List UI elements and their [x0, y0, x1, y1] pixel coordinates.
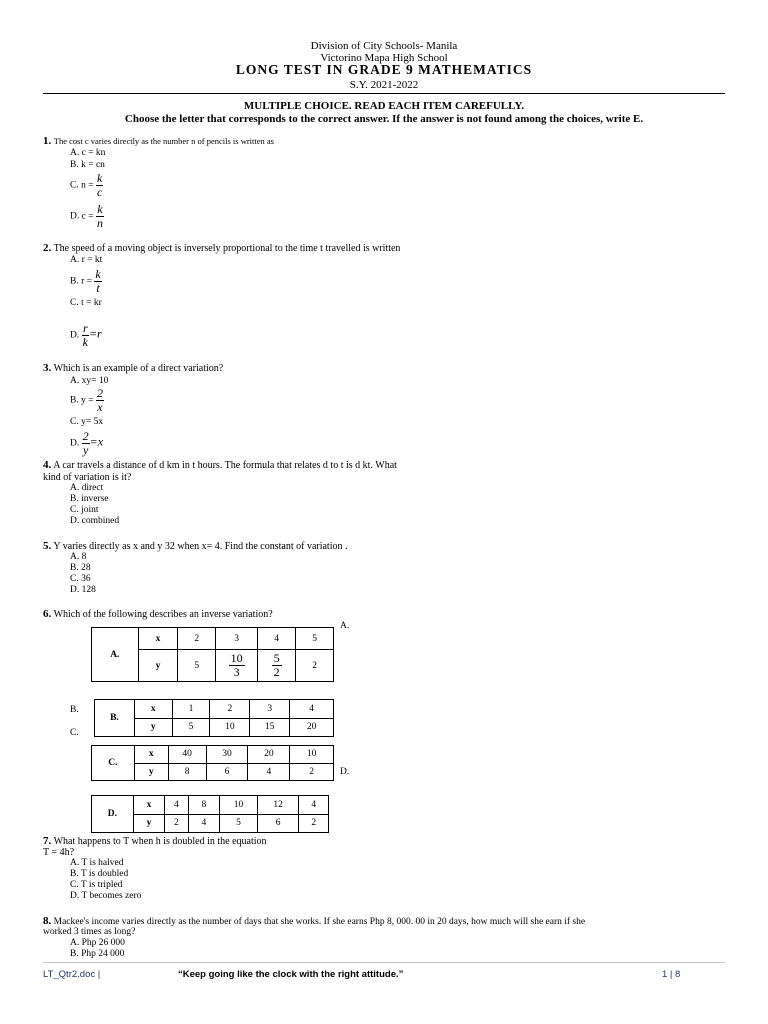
- question-3: [43, 363, 223, 374]
- instructions-line-1: MULTIPLE CHOICE. READ EACH ITEM CAREFULLY.: [243, 100, 525, 112]
- header-divider: [43, 93, 725, 94]
- numerator: k: [97, 202, 103, 216]
- y-value: [216, 650, 258, 682]
- x-value: 4: [258, 628, 296, 650]
- y-value: 10: [210, 718, 250, 737]
- x-value: 3: [250, 700, 290, 719]
- question-number: 7.: [43, 835, 52, 847]
- fraction: [272, 652, 282, 679]
- fraction: [82, 322, 89, 349]
- question-1: [43, 136, 274, 147]
- y-value: 5: [172, 718, 210, 737]
- q7-option-d: D. T becomes zero: [70, 891, 142, 901]
- denominator: 3: [233, 665, 240, 679]
- q5-option-b: B. 28: [70, 563, 91, 573]
- fraction: [82, 430, 90, 457]
- y-value: 8: [168, 763, 206, 781]
- q7-option-c: C. T is tripled: [70, 880, 123, 890]
- test-title: LONG TEST IN GRADE 9 MATHEMATICS: [235, 62, 533, 77]
- equation-suffix: =r: [88, 326, 102, 341]
- equation-suffix: =x: [89, 434, 104, 449]
- footer-divider: [43, 962, 725, 963]
- x-value: 4: [290, 700, 334, 719]
- y-value: 4: [248, 763, 290, 781]
- q6-table-c: [91, 745, 334, 781]
- y-header: y: [134, 718, 172, 737]
- question-number: 8.: [43, 915, 52, 927]
- q1-option-a: A. c = kn: [70, 148, 106, 158]
- x-value: 40: [168, 746, 206, 764]
- instructions-line-2: Choose the letter that corresponds to the correct answer. If the answer is not found among the choices, write E.: [124, 113, 644, 125]
- q1-option-b: B. k = cn: [70, 160, 105, 170]
- q1-option-d: [70, 203, 104, 230]
- y-value: 15: [250, 718, 290, 737]
- x-value: 4: [165, 796, 188, 815]
- question-number: 6.: [43, 608, 52, 620]
- q4-option-c: C. joint: [70, 505, 99, 515]
- question-text: Which is an example of a direct variation?: [53, 363, 224, 374]
- option-prefix: D.: [70, 330, 80, 341]
- question-text: What happens to T when h is doubled in the equation: [53, 836, 267, 847]
- y-value: 2: [299, 814, 329, 833]
- numerator: r: [82, 321, 88, 335]
- q5-option-c: C. 36: [70, 574, 91, 584]
- question-4: [43, 460, 397, 471]
- q2-option-a: A. r = kt: [70, 255, 103, 265]
- q3-option-c: C. y= 5x: [70, 417, 104, 427]
- q2-option-c: C. t = kr: [70, 298, 102, 308]
- y-header: y: [134, 763, 168, 781]
- footer-quote: “Keep going like the clock with the right attitude.”: [178, 969, 404, 980]
- x-header: x: [134, 700, 172, 719]
- q6-choice-b-label: B.: [70, 705, 79, 715]
- q3-option-a: A. xy= 10: [70, 376, 109, 386]
- q4-option-d: D. combined: [70, 516, 120, 526]
- question-number: 2.: [43, 242, 52, 254]
- question-8-continued: worked 3 times as long?: [43, 927, 136, 937]
- footer-filename: LT_Qtr2.doc |: [43, 969, 101, 980]
- question-text: Y varies directly as x and y 32 when x= 4. Find the constant of variation .: [53, 541, 348, 552]
- option-prefix: D. c =: [70, 211, 94, 222]
- question-7-continued: T = 4h?: [43, 847, 75, 858]
- question-text: The speed of a moving object is inversely proportional to the time t travelled is written: [53, 243, 401, 254]
- q2-option-b: [70, 268, 102, 295]
- numerator: k: [96, 171, 103, 185]
- x-value: 20: [248, 746, 290, 764]
- numerator: k: [95, 267, 101, 281]
- q3-option-b: [70, 387, 104, 414]
- denominator: 2: [273, 665, 280, 679]
- option-prefix: B. r =: [70, 276, 92, 287]
- y-value: 20: [290, 718, 334, 737]
- x-value: 30: [206, 746, 248, 764]
- denominator: t: [96, 281, 100, 295]
- option-prefix: D.: [70, 438, 80, 449]
- numerator: 2: [82, 429, 89, 443]
- x-value: 1: [172, 700, 210, 719]
- x-header: x: [134, 746, 168, 764]
- q7-option-a: A. T is halved: [70, 858, 124, 868]
- fraction: [229, 652, 245, 679]
- q2-option-d: [70, 322, 102, 349]
- school-name: Victorino Mapa High School: [320, 52, 448, 64]
- y-value: 6: [206, 763, 248, 781]
- numerator: 5: [273, 651, 280, 665]
- y-header: y: [133, 814, 165, 833]
- denominator: c: [96, 185, 103, 199]
- q6-choice-d-label: D.: [340, 767, 350, 777]
- question-2: [43, 243, 400, 254]
- school-year: S.Y. 2021-2022: [349, 79, 419, 91]
- x-value: 5: [296, 628, 334, 650]
- fraction: [96, 387, 104, 414]
- denominator: n: [96, 216, 103, 230]
- numerator: 2: [96, 386, 103, 400]
- question-number: 4.: [43, 459, 52, 471]
- y-header: y: [138, 650, 178, 682]
- question-5: [43, 541, 347, 552]
- q6-table-d: [91, 795, 329, 833]
- question-number: 1.: [43, 135, 52, 147]
- q8-option-a: A. Php 26 000: [70, 938, 125, 948]
- division-name: Division of City Schools- Manila: [310, 40, 458, 52]
- question-number: 5.: [43, 540, 52, 552]
- option-prefix: C. n =: [70, 180, 94, 191]
- denominator: k: [82, 335, 88, 349]
- fraction: [96, 172, 103, 199]
- x-header: x: [138, 628, 178, 650]
- y-value: 5: [220, 814, 258, 833]
- table-label: D.: [92, 796, 134, 833]
- x-value: 2: [210, 700, 250, 719]
- denominator: y: [82, 443, 89, 457]
- question-text: Mackee's income varies directly as the number of days that she works. If she earns Php 8, 000. 00 in 20 days, how much will she earn if she: [53, 917, 586, 927]
- q6-table-a: [91, 627, 334, 682]
- table-label: B.: [95, 700, 135, 737]
- q4-option-a: A. direct: [70, 483, 104, 493]
- q8-option-b: B. Php 24 000: [70, 949, 125, 959]
- x-value: 10: [290, 746, 334, 764]
- table-label: C.: [92, 746, 135, 781]
- x-value: 3: [216, 628, 258, 650]
- question-text: A car travels a distance of d km in t hours. The formula that relates d to t is d kt. What: [53, 460, 397, 471]
- fraction: [94, 268, 101, 295]
- page-number: 1 | 8: [662, 969, 681, 980]
- x-value: 8: [188, 796, 220, 815]
- x-value: 10: [220, 796, 258, 815]
- x-value: 4: [299, 796, 329, 815]
- question-text: Which of the following describes an inverse variation?: [53, 609, 273, 620]
- x-header: x: [133, 796, 165, 815]
- x-value: 2: [178, 628, 216, 650]
- y-value: 4: [188, 814, 220, 833]
- q1-option-c: [70, 172, 103, 199]
- q7-option-b: B. T is doubled: [70, 869, 129, 879]
- q5-option-d: D. 128: [70, 585, 96, 595]
- y-value: 2: [165, 814, 188, 833]
- q6-choice-a-label: A.: [340, 621, 350, 631]
- q5-option-a: A. 8: [70, 552, 87, 562]
- question-6: [43, 609, 273, 620]
- y-value: 6: [257, 814, 299, 833]
- denominator: x: [97, 400, 103, 414]
- table-label: A.: [92, 628, 139, 682]
- y-value: 2: [290, 763, 334, 781]
- question-number: 3.: [43, 362, 52, 374]
- y-value: 2: [296, 650, 334, 682]
- y-value: 5: [178, 650, 216, 682]
- numerator: 10: [230, 651, 243, 665]
- question-4-continued: kind of variation is it?: [43, 472, 132, 483]
- x-value: 12: [257, 796, 299, 815]
- y-value: [258, 650, 296, 682]
- fraction: [96, 203, 104, 230]
- q4-option-b: B. inverse: [70, 494, 109, 504]
- q3-option-d: [70, 430, 103, 457]
- question-text: The cost c varies directly as the number n of pencils is written as: [53, 136, 274, 146]
- question-7: [43, 836, 267, 847]
- q6-choice-c-label: C.: [70, 728, 79, 738]
- option-prefix: B. y =: [70, 395, 94, 406]
- q6-table-b: [94, 699, 334, 737]
